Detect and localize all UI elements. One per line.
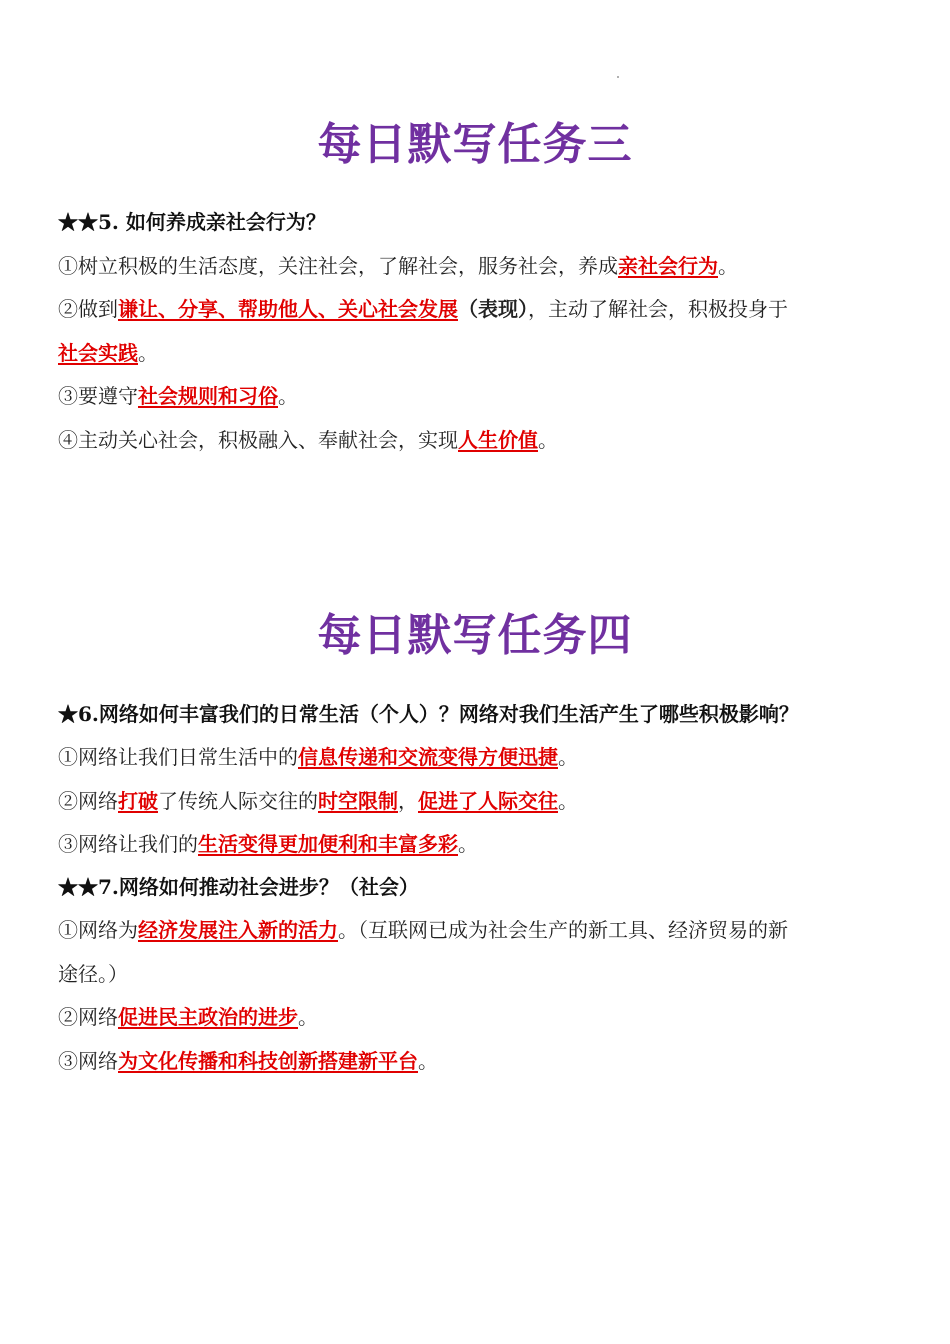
section-title-3: 每日默写任务三	[317, 119, 633, 170]
blank-answer: 生活变得更加便利和丰富多彩	[198, 832, 458, 856]
blank-answer: 经济发展注入新的活力	[138, 918, 338, 942]
blank-answer: 社会实践	[58, 341, 138, 365]
answer-7-3: ③网络为文化传播和科技创新搭建新平台。	[58, 1049, 438, 1073]
answer-5-1: ①树立积极的生活态度，关注社会，了解社会，服务社会，养成亲社会行为。	[58, 254, 738, 278]
answer-5-2-cont: 社会实践。	[58, 341, 158, 365]
answer-5-2: ②做到谦让、分享、帮助他人、关心社会发展（表现），主动了解社会，积极投身于	[58, 297, 788, 321]
answer-7-1-cont: 途径。）	[58, 962, 128, 986]
answer-7-1: ①网络为经济发展注入新的活力。（互联网已成为社会生产的新工具、经济贸易的新	[58, 918, 788, 942]
blank-answer: 为文化传播和科技创新搭建新平台	[118, 1049, 418, 1073]
question-7: ★★7.网络如何推动社会进步？（社会）	[58, 875, 419, 899]
answer-5-3: ③要遵守社会规则和习俗。	[58, 384, 298, 408]
stray-dot	[617, 76, 619, 78]
blank-answer: 促进民主政治的进步	[118, 1005, 298, 1029]
blank-answer: 人生价值	[458, 428, 538, 452]
blank-answer: 时空限制	[318, 789, 398, 813]
blank-answer: 亲社会行为	[618, 254, 718, 278]
blank-answer: 信息传递和交流变得方便迅捷	[298, 745, 558, 769]
answer-6-3: ③网络让我们的生活变得更加便利和丰富多彩。	[58, 832, 478, 856]
answer-7-2: ②网络促进民主政治的进步。	[58, 1005, 318, 1029]
answer-5-4: ④主动关心社会，积极融入、奉献社会，实现人生价值。	[58, 428, 558, 452]
answer-6-1: ①网络让我们日常生活中的信息传递和交流变得方便迅捷。	[58, 745, 578, 769]
section-title-4: 每日默写任务四	[317, 610, 633, 661]
blank-answer: 促进了人际交往	[418, 789, 558, 813]
blank-answer: 谦让、分享、帮助他人、关心社会发展	[118, 297, 458, 321]
blank-answer: 打破	[118, 789, 158, 813]
answer-6-2: ②网络打破了传统人际交往的时空限制，促进了人际交往。	[58, 789, 578, 813]
blank-answer: 社会规则和习俗	[138, 384, 278, 408]
question-5: ★★5. 如何养成亲社会行为？	[58, 210, 326, 234]
question-6: ★6.网络如何丰富我们的日常生活（个人）？网络对我们生活产生了哪些积极影响？	[58, 702, 799, 726]
